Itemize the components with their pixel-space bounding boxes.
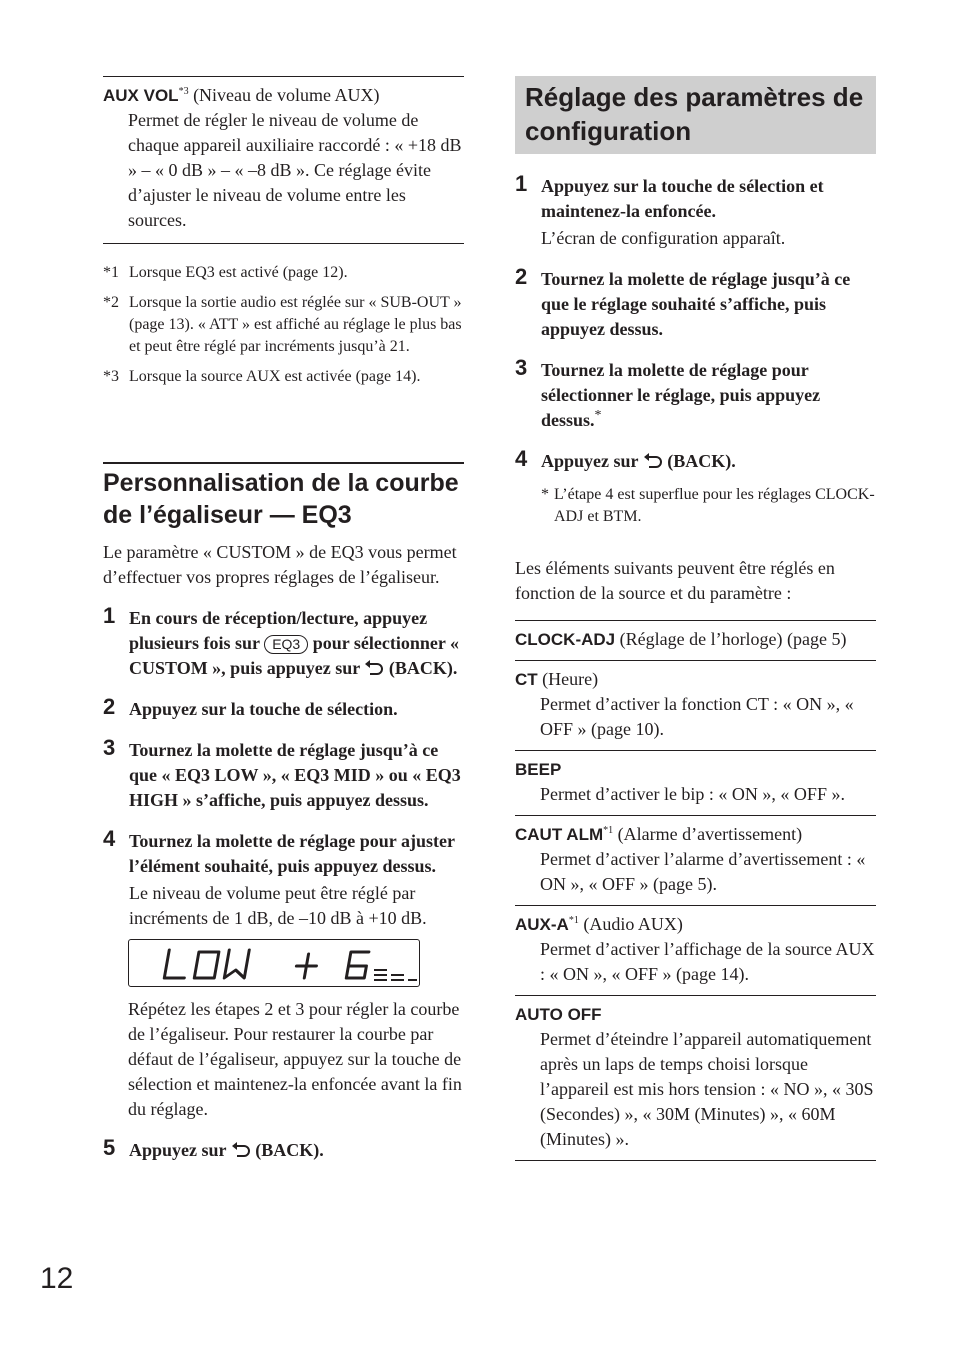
config-footnote: * L’étape 4 est superflue pour les réglages CLOCK-ADJ et BTM. bbox=[541, 486, 875, 525]
eq3-step-4: 4 Tournez la molette de réglage pour ajuster l’élément souhaité, puis appuyez dessus. Le niveau de volume peut être réglé par incréments de 1 dB, de –10 dB à +10 dB. bbox=[103, 826, 455, 928]
lcd-display bbox=[128, 939, 420, 987]
eq3-step-1: 1 En cours de réception/lecture, appuyez plusieurs fois sur EQ3 pour sélectionner « CUSTOM », puis appuyez sur (BACK). bbox=[103, 603, 460, 678]
section-rule bbox=[103, 462, 464, 464]
after-lcd-text: Répétez les étapes 2 et 3 pour régler la courbe de l’égaliseur. Pour restaurer la courbe par défaut de l’égaliseur, appuyez sur la touche de sélection et maintenez-la enfoncée avant la fin du réglage. bbox=[128, 999, 462, 1119]
eq3-intro: Le paramètre « CUSTOM » de EQ3 vous permet d’effectuer vos propres réglages de l’égaliseur. bbox=[103, 542, 457, 587]
section-title-eq3: Personnalisation de la courbe de l’égaliseur — EQ3 bbox=[103, 469, 459, 529]
eq3-step-3: 3 Tournez la molette de réglage jusqu’à ce que « EQ3 LOW », « EQ3 MID » ou « EQ3 HIGH » s’affiche, puis appuyez dessus. bbox=[103, 735, 461, 810]
eq3-step-2: 2 Appuyez sur la touche de sélection. bbox=[103, 694, 398, 719]
footnote-2: *2 Lorsque la sortie audio est réglée sur « SUB-OUT » (page 13). « ATT » est affiché au réglage le plus bas et peut être réglé par incréments jusqu’à 21. bbox=[103, 294, 462, 355]
page-number: 12 bbox=[40, 1262, 74, 1295]
back-icon bbox=[364, 660, 384, 676]
settings-bottom-rule bbox=[515, 1160, 876, 1161]
setting-auto-off: AUTO OFF Permet d’éteindre l’appareil automatiquement après un laps de temps choisi lorsque l’appareil est mis hors tension : « NO », « 30S (Secondes) », « 30M (Minutes) », « 60M (Minutes) ». bbox=[515, 995, 876, 1160]
footnotes bbox=[103, 262, 464, 388]
setting-clock-adj: CLOCK-ADJ (Réglage de l’horloge) (page 5) bbox=[515, 620, 876, 660]
footnote-3: *3 Lorsque la source AUX est activée (page 14). bbox=[103, 368, 421, 385]
config-step-2: 2 Tournez la molette de réglage jusqu’à ce que le réglage souhaité s’affiche, puis appuyez dessus. bbox=[515, 264, 851, 339]
aux-vol-desc: Permet de régler le niveau de volume de chaque appareil auxiliaire raccordé : « +18 dB » – « 0 dB » – « –8 dB ». Ce réglage évite d’ajuster le niveau de volume entre les sources. bbox=[128, 110, 462, 230]
config-intro: Les éléments suivants peuvent être réglés en fonction de la source et du paramètre : bbox=[515, 558, 835, 603]
lcd-segment-display bbox=[129, 940, 419, 986]
settings-list bbox=[515, 620, 876, 1161]
setting-ct: CT (Heure) Permet d’activer la fonction CT : « ON », « OFF » (page 10). bbox=[515, 660, 876, 750]
aux-vol-bottom-rule bbox=[103, 243, 464, 244]
setting-aux-a: AUX-$A^{*1}$ (Audio AUX) Permet d’activer l’affichage de la source AUX : « ON », « OFF » (page 14). bbox=[515, 905, 876, 995]
footnote-1: *1 Lorsque EQ3 est activé (page 12). bbox=[103, 264, 348, 281]
eq3-section bbox=[103, 462, 464, 1163]
aux-vol-entry bbox=[103, 77, 464, 243]
left-column bbox=[103, 76, 464, 1160]
config-title-box bbox=[515, 76, 876, 154]
setting-caut-alm: CAUT ALM$^{*1}$ (Alarme d’avertissement) Permet d’activer l’alarme d’avertissement : « ON », « OFF » (page 5). bbox=[515, 815, 876, 905]
setting-beep: BEEP Permet d’activer le bip : « ON », « OFF ». bbox=[515, 750, 876, 815]
section-title-config: Réglage des paramètres de configuration bbox=[525, 82, 864, 146]
config-step-4: 4 Appuyez sur (BACK). bbox=[515, 446, 736, 471]
aux-vol-title: (Niveau de volume AUX) bbox=[188, 85, 380, 105]
config-step-3: 3 Tournez la molette de réglage pour sélectionner le réglage, puis appuyez dessus.* bbox=[515, 355, 821, 430]
eq3-step-5: 5 Appuyez sur (BACK). bbox=[103, 1135, 324, 1160]
back-icon bbox=[231, 1142, 251, 1158]
aux-vol-term: AUX VOL bbox=[103, 86, 179, 105]
right-column bbox=[515, 76, 876, 1161]
back-icon bbox=[643, 453, 663, 469]
aux-vol-mark: *3 bbox=[178, 86, 189, 97]
config-step-1: 1 Appuyez sur la touche de sélection et maintenez-la enfoncée. L’écran de configuration apparaît. bbox=[515, 171, 824, 248]
eq3-button-icon: EQ3 bbox=[264, 635, 308, 654]
